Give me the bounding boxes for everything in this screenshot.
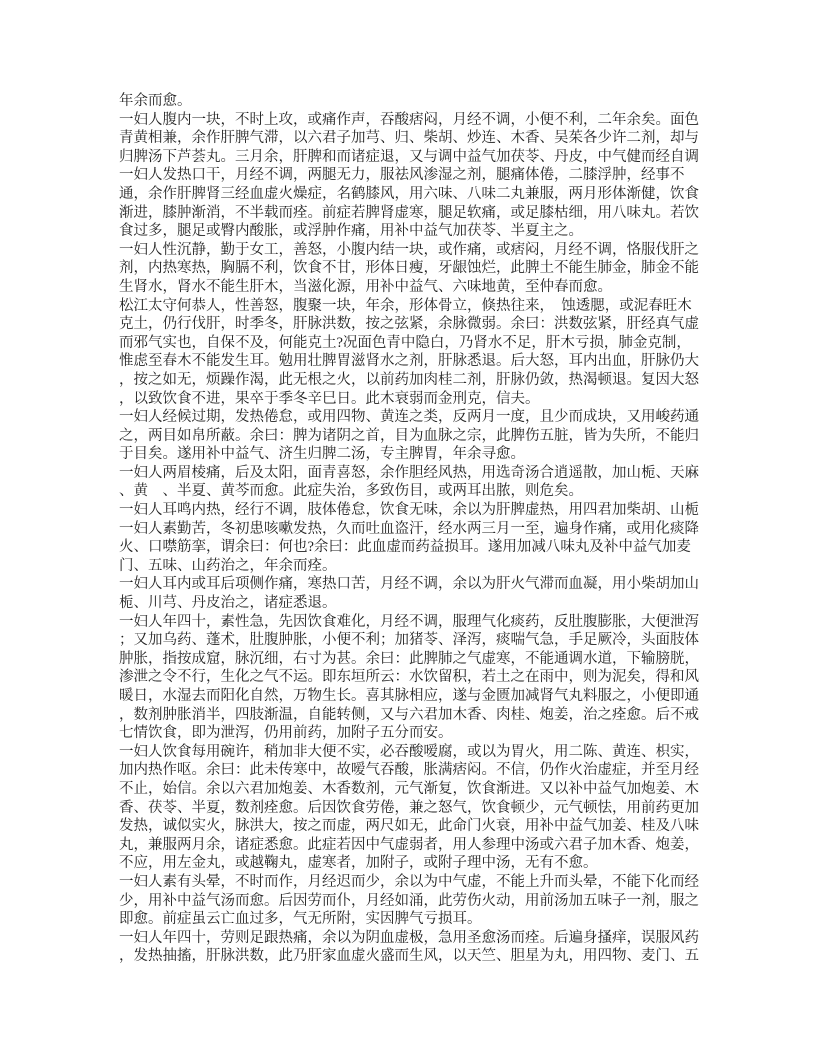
- text-line: 一妇人两眉棱痛，后及太阳，面青喜怒，余作胆经风热，用选奇汤合逍遥散，加山栀、天麻: [119, 464, 699, 481]
- text-line: 香、茯苓、半夏，数剂痊愈。后因饮食劳倦，兼之怒气，饮食顿少，元气顿怯，用前药更加: [119, 799, 699, 816]
- text-line: 青黄相兼，余作肝脾气滞，以六君子加芎、归、柴胡、炒连、木香、吴茱各少许二剂，却与: [119, 130, 699, 147]
- text-line: 生肾水，肾水不能生肝木，当滋化源，用补中益气、六味地黄，至仲春而愈。: [119, 278, 612, 295]
- text-line: 即愈。前症虽云亡血过多，气无所附，实因脾气亏损耳。: [119, 911, 482, 928]
- text-line: 少，用补中益气汤而愈。后因劳而仆，月经如涌，此劳伤火动，用前汤加五味子一剂，服之: [119, 892, 699, 909]
- text-line: 七情饮食，即为泄泻，仍用前药，加附子五分而安。: [119, 725, 453, 742]
- text-line: ，按之如无，烦躁作渴，此无根之火，以前药加肉桂二剂，肝脉仍敛，热渴顿退。复因大怒: [119, 371, 699, 388]
- text-line: 一妇人耳内或耳后项侧作痛，寒热口苦，月经不调，余以为肝火气滞而血凝，用小柴胡加山: [119, 576, 699, 593]
- text-line: 年余而愈。: [119, 93, 192, 109]
- text-line: 剂，内热寒热，胸膈不利，饮食不甘，形体日瘦，牙龈蚀烂，此脾土不能生肺金，肺金不能: [119, 260, 699, 277]
- text-line: 不止，始信。余以六君加炮姜、木香数剂，元气渐复，饮食渐进。又以补中益气加炮姜、木: [119, 780, 699, 797]
- text-line: 一妇人经候过期，发热倦怠，或用四物、黄连之类，反两月一度，且少而成块，又用峻药通: [119, 409, 699, 426]
- text-line: 松江太守何恭人，性善怒，腹聚一块，年余，形体骨立，倏热往来， 蚀透腮，或泥春旺木: [119, 297, 692, 314]
- text-line: 栀、川芎、丹皮治之，诸症悉退。: [119, 595, 337, 612]
- text-line: 肿胀，指按成窟，脉沉细，右寸为甚。余曰：此脾肺之气虚寒，不能通调水道，下输膀胱，: [119, 650, 699, 667]
- text-line: 一妇人饮食每用碗许，稍加非大便不实，必吞酸嗳腐，或以为胃火，用二陈、黄连、枳实，: [119, 743, 699, 760]
- text-line: 通，余作肝脾肾三经血虚火燥症，名鹤膝风，用六味、八味二丸兼服，两月形体渐健，饮食: [119, 185, 699, 202]
- text-line: 不应，用左金丸，或越鞠丸，虚寒者，加附子，或附子理中汤，无有不愈。: [119, 855, 598, 872]
- text-line: 克土，仍行伐肝，时季冬，肝脉洪数，按之弦紧，余脉微弱。余曰：洪数弦紧，肝经真气虚: [119, 316, 699, 333]
- text-line: 发热，诚似实火，脉洪大，按之而虚，两尺如无，此命门火衰，用补中益气加姜、桂及八味: [119, 818, 699, 835]
- text-line: 一妇人发热口干，月经不调，两腿无力，服祛风渗湿之剂，腿痛体倦，二膝浮肿，经事不: [119, 167, 685, 184]
- text-line: 于目矣。遂用补中益气、济生归脾二汤，专主脾胃，年余寻愈。: [119, 446, 525, 463]
- text-line: 丸，兼服两月余，诸症悉愈。此症若因中气虚弱者，用人参理中汤或六君子加木香、炮姜，: [119, 836, 699, 853]
- text-line: 一妇人年四十，素性急，先因饮食难化，月经不调，服理气化痰药，反肚腹膨胀，大便泄泻: [119, 613, 699, 630]
- text-line: ，以致饮食不进，果卒于季冬辛巳日。此木衰弱而金刑克，信夫。: [119, 390, 540, 407]
- text-line: ，发热抽搐，肝脉洪数，此乃肝家血虚火盛而生风，以天竺、胆星为丸，用四物、麦门、五: [119, 948, 699, 965]
- text-body: [119, 92, 703, 966]
- text-line: 食过多，腿足或臀内酸胀，或浮肿作痛，用补中益气加茯苓、半夏主之。: [119, 223, 583, 240]
- text-line: 归脾汤下芦荟丸。三月余，肝脾和而诸症退，又与调中益气加茯苓、丹皮，中气健而经自调: [119, 148, 699, 165]
- text-line: 一妇人腹内一块，不时上攻，或痛作声，吞酸痞闷，月经不调，小便不利，二年余矣。面色: [119, 111, 699, 128]
- text-line: 、黄 、半夏、黄芩而愈。此症失治，多致伤目，或两耳出脓，则危矣。: [119, 483, 583, 500]
- text-line: 渗泄之令不行，生化之气不运。即东垣所云：水饮留积，若土之在雨中，则为泥矣，得和风: [119, 669, 699, 686]
- text-line: 门、五味、山药治之，年余而痊。: [119, 557, 337, 574]
- text-line: 一妇人素勤苦，冬初患咳嗽发热，久而吐血盗汗，经水两三月一至，遍身作痛，或用化痰降: [119, 520, 699, 537]
- text-line: 而邪气实也，自保不及，何能克土?况面色青中隐白，乃肾水不足，肝木亏损，肺金克制，: [119, 334, 691, 351]
- text-line: 暖日，水湿去而阳化自然，万物生长。喜其脉相应，遂与金匮加减肾气丸料服之，小便即通: [119, 688, 699, 704]
- text-line: 一妇人性沉静，勤于女工，善怒，小腹内结一块，或作痛，或痞闷，月经不调，恪服伐肝之: [119, 241, 699, 258]
- text-line: 之，两目如帛所蔽。余曰：脾为诸阴之首，目为血脉之宗，此脾伤五脏，皆为失所，不能归: [119, 427, 699, 444]
- text-line: 一妇人年四十，劳则足跟热痛，余以为阴血虚极，急用圣愈汤而痊。后遍身搔痒，误服风药: [119, 929, 699, 946]
- text-line: ，数剂肿胀消半，四肢渐温，自能转侧，又与六君加木香、肉桂、炮姜，治之痊愈。后不戒: [119, 706, 699, 723]
- text-line: 一妇人耳鸣内热，经行不调，肢体倦怠，饮食无味，余以为肝脾虚热，用四君加柴胡、山栀: [119, 502, 699, 519]
- text-line: 火、口噤筋挛，谓余曰：何也?余曰：此血虚而药益损耳。遂用加减八味丸及补中益气加麦: [119, 539, 691, 556]
- text-line: ；又加乌药、蓬术，肚腹肿胀，小便不利；加猪苓、泽泻，痰喘气急，手足厥冷，头面肢体: [119, 632, 699, 649]
- text-line: 加内热作呕。余曰：此未传寒中，故嗳气吞酸，胀满痞闷。不信，仍作火治虚症，并至月经: [119, 762, 699, 779]
- text-line: 渐进，膝肿渐消，不半载而痊。前症若脾肾虚寒，腿足软痛，或足膝枯细，用八味丸。若饮: [119, 204, 699, 221]
- text-line: 惟虑至春木不能发生耳。勉用壮脾胃滋肾水之剂，肝脉悉退。后大怒，耳内出血，肝脉仍大: [119, 353, 699, 370]
- text-line: 一妇人素有头晕，不时而作，月经迟而少，余以为中气虚，不能上升而头晕，不能下化而经: [119, 873, 699, 890]
